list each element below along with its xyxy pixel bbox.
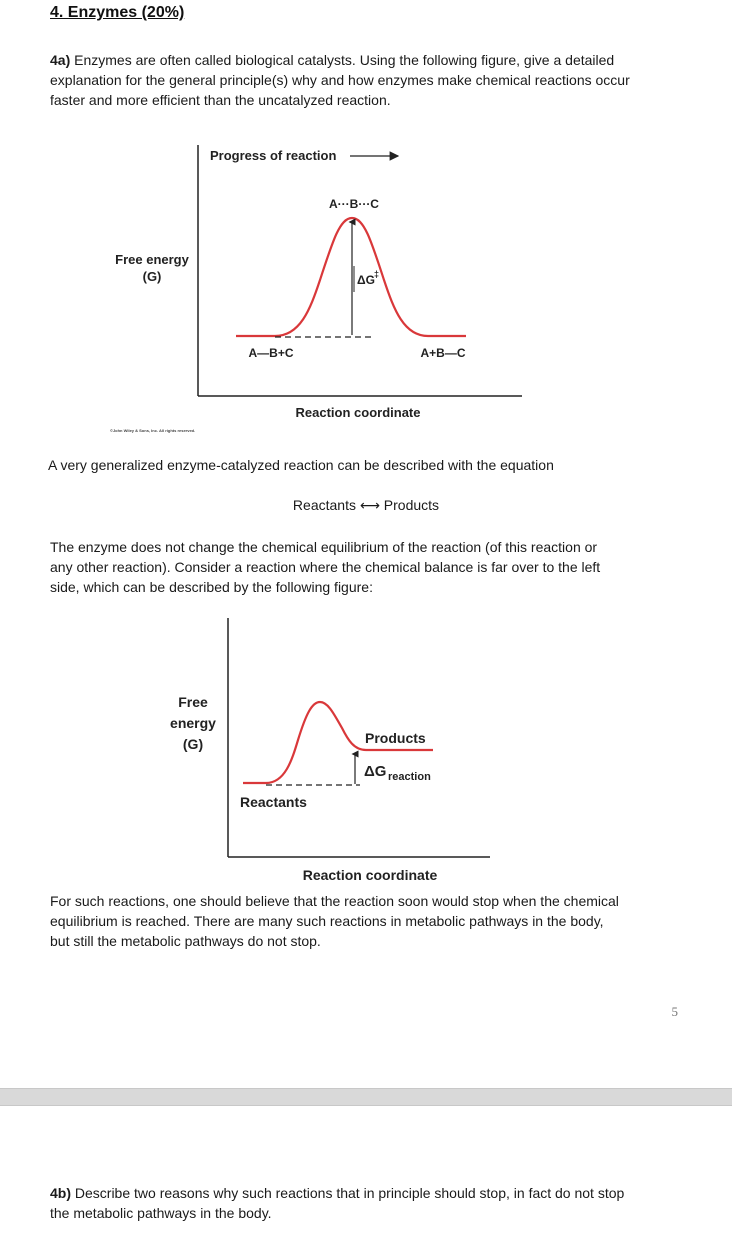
question-4b-line2: the metabolic pathways in the body. (50, 1205, 272, 1221)
y-label-line1: Free (178, 694, 208, 710)
question-4b (50, 1183, 624, 1223)
equilibrium-line3: side, which can be described by the following figure: (50, 579, 373, 595)
x-axis-label: Reaction coordinate (295, 405, 421, 420)
progress-label: Progress of reaction (210, 148, 337, 163)
question-4b-label: 4b) (50, 1185, 71, 1201)
products-label: A+B—C (420, 346, 466, 360)
equilibrium-paragraph (50, 537, 600, 597)
delta-g-subscript: reaction (388, 771, 431, 783)
figure-activation-energy (0, 140, 732, 440)
question-4a-line3: faster and more efficient than the uncatalyzed reaction. (50, 92, 391, 108)
y-label-line3: (G) (182, 736, 204, 752)
reactants-label: A—B+C (248, 346, 294, 360)
delta-g-superscript: ‡ (374, 269, 380, 279)
question-4b-line1: Describe two reasons why such reactions that in principle should stop, in fact do not stop (71, 1185, 625, 1201)
x-axis-label: Reaction coordinate (302, 867, 438, 883)
transition-state-label: A···B···C (329, 197, 379, 211)
reaction-equation: Reactants ⟷ Products (292, 497, 440, 513)
question-4a-line2: explanation for the general principle(s) why and how enzymes make chemical reactions occur (50, 72, 630, 88)
figure-equilibrium-left (0, 610, 732, 890)
page-number: 5 (671, 1004, 678, 1019)
equilibrium-line1: The enzyme does not change the chemical equilibrium of the reaction (of this reaction or (50, 539, 598, 555)
y-label-line2: energy (170, 715, 216, 731)
stop-paragraph (50, 891, 619, 951)
reactants-label: Reactants (240, 794, 307, 810)
question-4a (50, 50, 630, 110)
stop-line2: equilibrium is reached. There are many such reactions in metabolic pathways in the body, (50, 913, 604, 929)
products-label: Products (365, 730, 426, 746)
copyright-notice: ©John Wiley & Sons, Inc. All rights reserved. (110, 428, 196, 433)
stop-line3: but still the metabolic pathways do not stop. (50, 933, 321, 949)
stop-line1: For such reactions, one should believe that the reaction soon would stop when the chemical (50, 893, 619, 909)
delta-g-label: ΔG (357, 273, 375, 287)
page-break (0, 1088, 732, 1106)
y-label-line1: Free energy (115, 252, 189, 267)
question-4a-label: 4a) (50, 52, 71, 68)
question-4a-line1: Enzymes are often called biological catalysts. Using the following figure, give a detailed (70, 52, 615, 68)
section-heading: 4. Enzymes (20%) (50, 4, 185, 21)
reaction-curve (236, 218, 466, 336)
delta-g-label: ΔG (364, 763, 387, 780)
y-label-line2: (G) (142, 269, 162, 284)
equilibrium-line2: any other reaction). Consider a reaction where the chemical balance is far over to the left (50, 559, 601, 575)
document-page-2 (0, 1106, 732, 1246)
generalized-equation-text: A very generalized enzyme-catalyzed reaction can be described with the equation (48, 457, 554, 473)
